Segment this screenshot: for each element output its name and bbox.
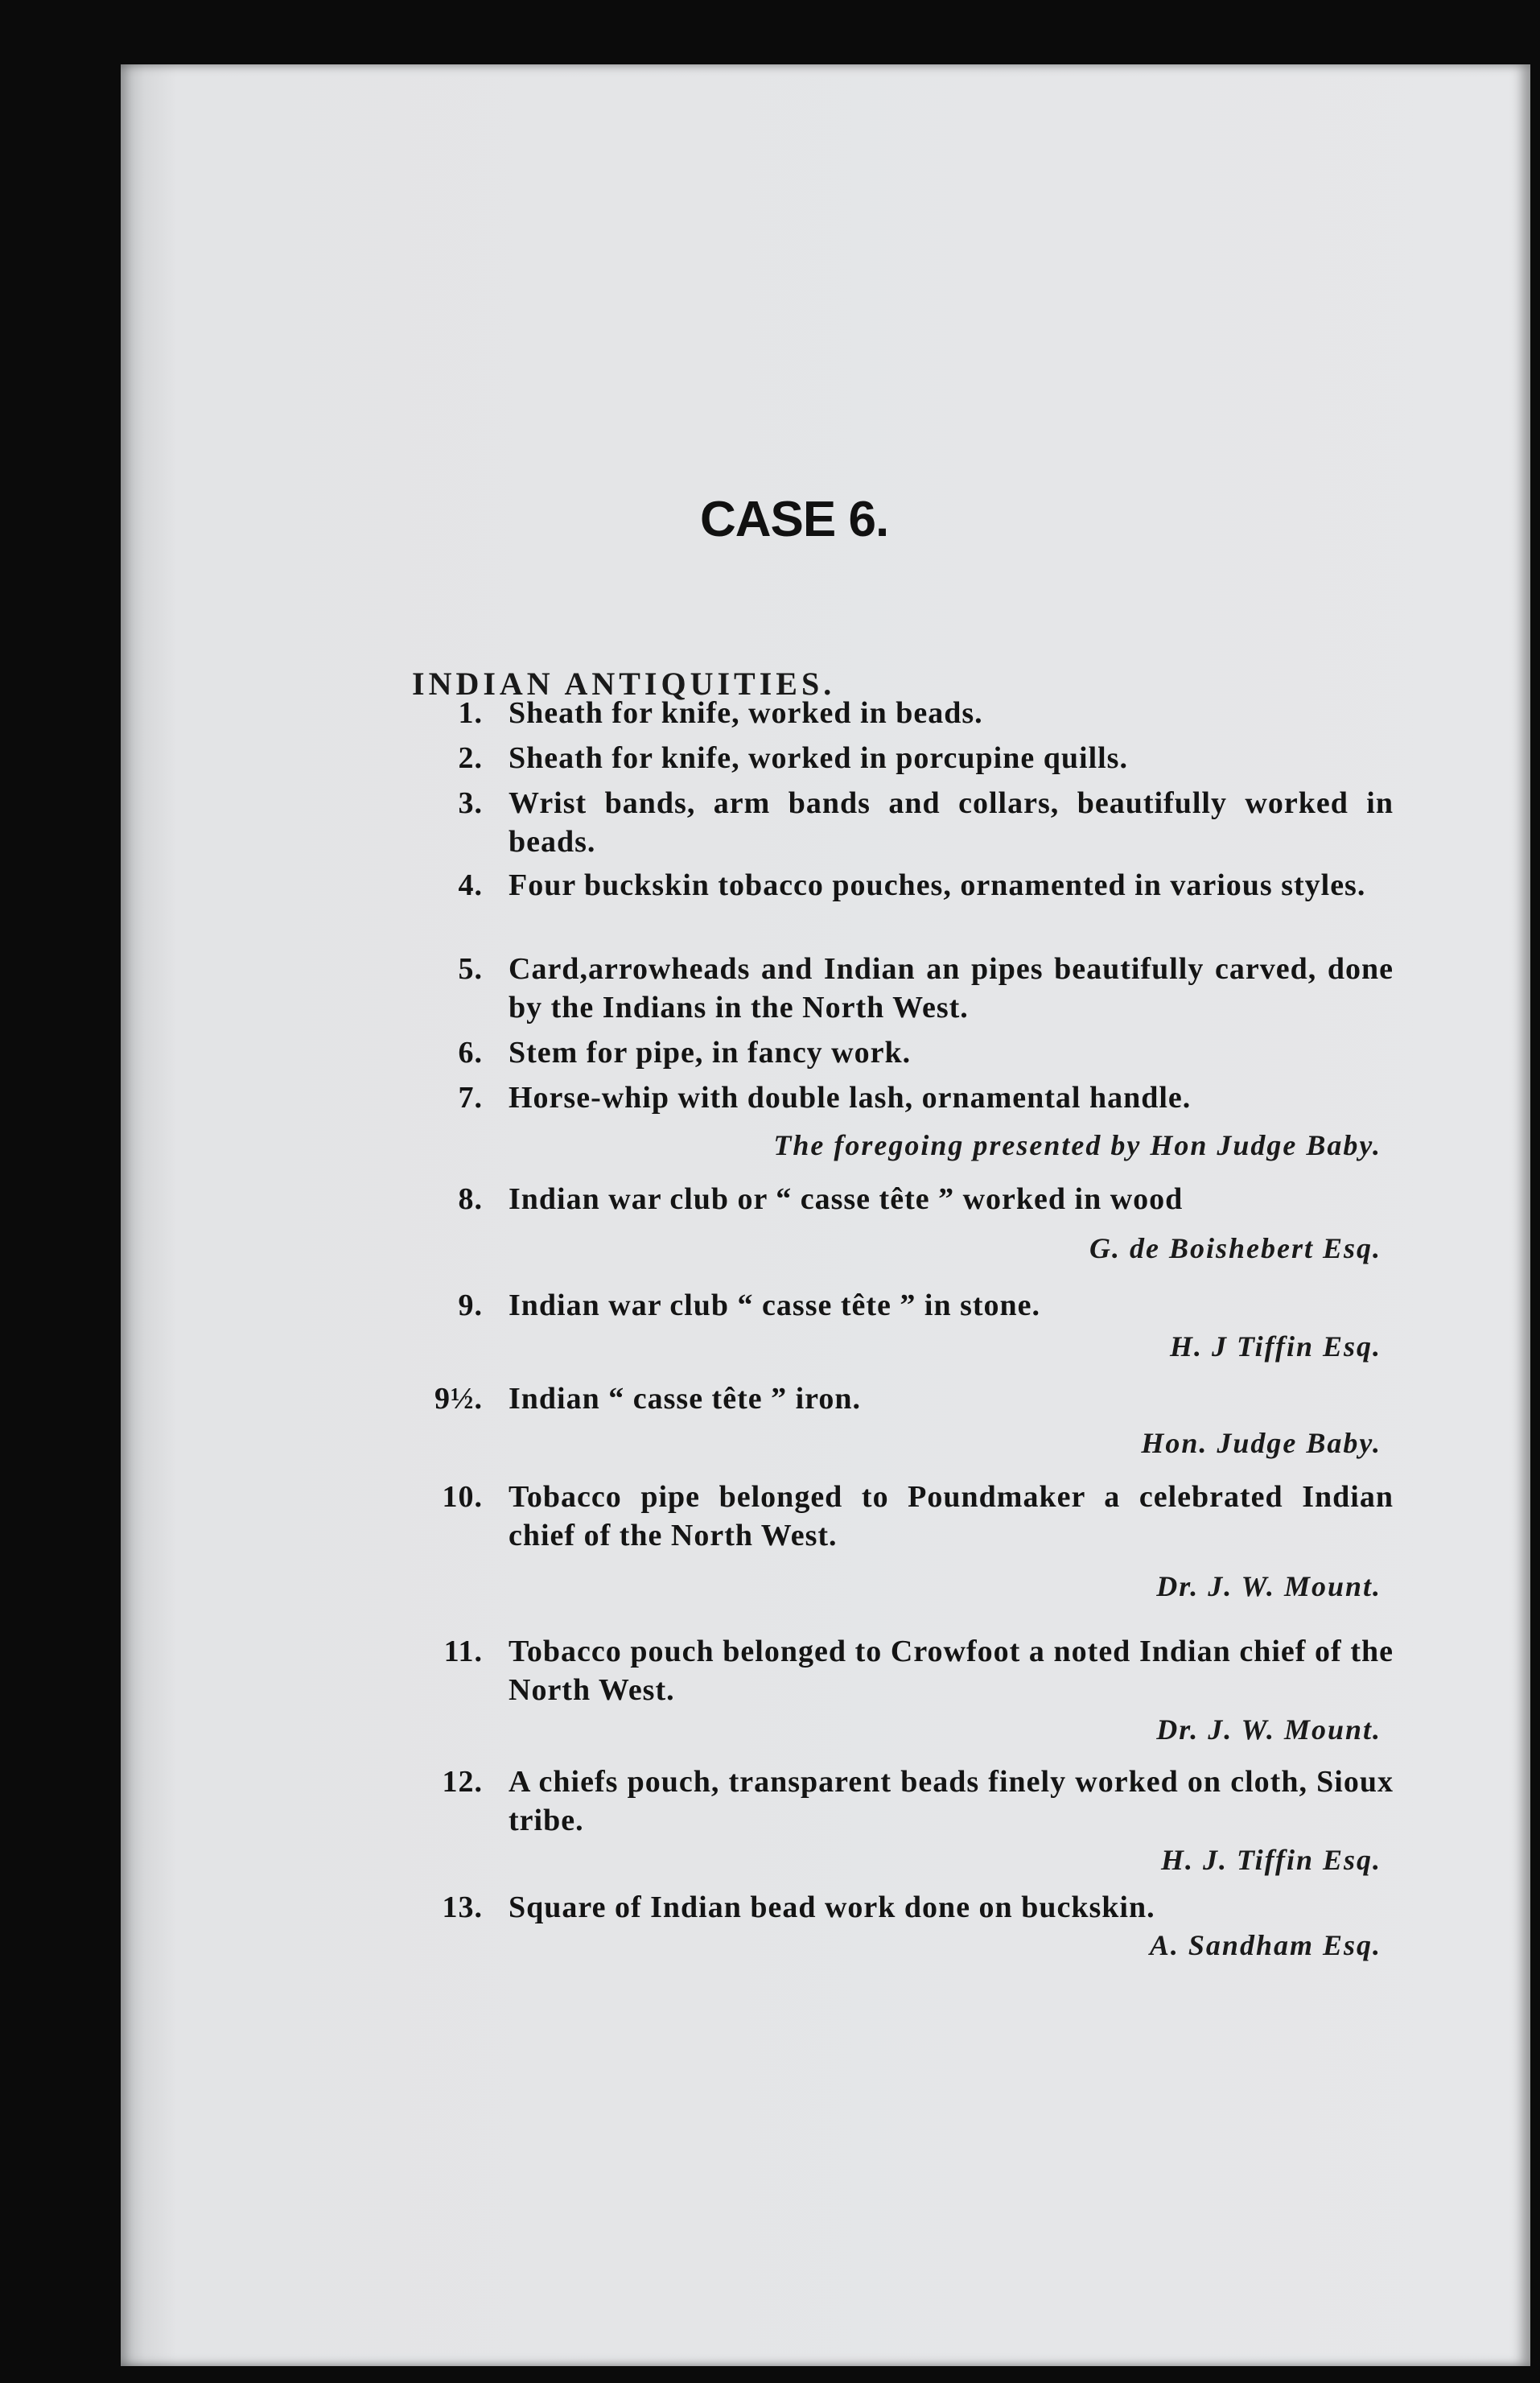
document-page — [121, 64, 1530, 2366]
item-text: Sheath for knife, worked in beads. — [509, 696, 983, 730]
item-number: 12. — [442, 1765, 483, 1799]
item-number: 8. — [458, 1182, 483, 1216]
list-item — [426, 1033, 1513, 1072]
credit-item-13: A. Sandham Esq. — [1149, 1929, 1381, 1961]
item-text: Tobacco pipe belonged to Poundmaker a celebrated Indian chief of the North West. — [509, 1480, 1394, 1552]
item-text: Indian “ casse tête ” iron. — [509, 1382, 861, 1416]
item-text: Tobacco pouch belonged to Crowfoot a noted Indian chief of the North West. — [509, 1635, 1394, 1707]
list-item — [426, 1888, 1513, 1927]
list-item — [426, 950, 1513, 1027]
item-text: Wrist bands, arm bands and collars, beautifully worked in beads. — [509, 786, 1394, 859]
list-item — [426, 1763, 1513, 1840]
item-text: Square of Indian bead work done on buckskin. — [509, 1890, 1155, 1924]
list-item — [426, 1379, 1513, 1418]
credit-item-9-half: Hon. Judge Baby. — [1141, 1427, 1381, 1459]
item-text: Sheath for knife, worked in porcupine quills. — [509, 741, 1128, 775]
item-number: 5. — [458, 952, 483, 986]
item-text: Four buckskin tobacco pouches, ornamented in various styles. — [509, 868, 1366, 902]
item-text: Horse-whip with double lash, ornamental handle. — [509, 1081, 1192, 1115]
item-number: 6. — [458, 1036, 483, 1070]
credit-item-10: Dr. J. W. Mount. — [1156, 1570, 1381, 1602]
credit-item-12: H. J. Tiffin Esq. — [1160, 1844, 1381, 1876]
list-item — [426, 1180, 1513, 1218]
item-number: 9½. — [434, 1382, 483, 1416]
item-text: A chiefs pouch, transparent beads finely worked on cloth, Sioux tribe. — [509, 1765, 1394, 1837]
item-number: 11. — [443, 1635, 483, 1668]
item-number: 1. — [458, 696, 483, 730]
item-text: Card,arrowheads and Indian an pipes beautifully carved, done by the Indians in the North West. — [509, 952, 1394, 1025]
credit-foregoing: The foregoing presented by Hon Judge Baby. — [773, 1129, 1381, 1161]
item-number: 7. — [458, 1081, 483, 1115]
item-text: Indian war club or “ casse tête ” worked in wood — [509, 1182, 1184, 1216]
list-item — [426, 1478, 1513, 1555]
list-item — [426, 1632, 1513, 1709]
list-item — [426, 694, 1513, 732]
list-item — [426, 866, 1513, 905]
credit-item-9: H. J Tiffin Esq. — [1169, 1330, 1381, 1363]
list-item — [426, 784, 1513, 861]
item-number: 4. — [458, 868, 483, 902]
item-text: Stem for pipe, in fancy work. — [509, 1036, 912, 1070]
item-number: 13. — [442, 1890, 483, 1924]
credit-item-8: G. de Boishebert Esq. — [1089, 1232, 1381, 1264]
list-item — [426, 739, 1513, 777]
page-content — [121, 64, 1530, 2366]
section-heading: INDIAN ANTIQUITIES. — [412, 666, 836, 702]
list-item — [426, 1078, 1513, 1117]
case-title: CASE 6. — [700, 492, 889, 547]
item-text: Indian war club “ casse tête ” in stone. — [509, 1288, 1041, 1322]
item-number: 3. — [458, 786, 483, 820]
item-number: 10. — [442, 1480, 483, 1514]
item-number: 2. — [458, 741, 483, 775]
credit-item-11: Dr. J. W. Mount. — [1156, 1713, 1381, 1746]
list-item — [426, 1286, 1513, 1325]
item-number: 9. — [458, 1288, 483, 1322]
